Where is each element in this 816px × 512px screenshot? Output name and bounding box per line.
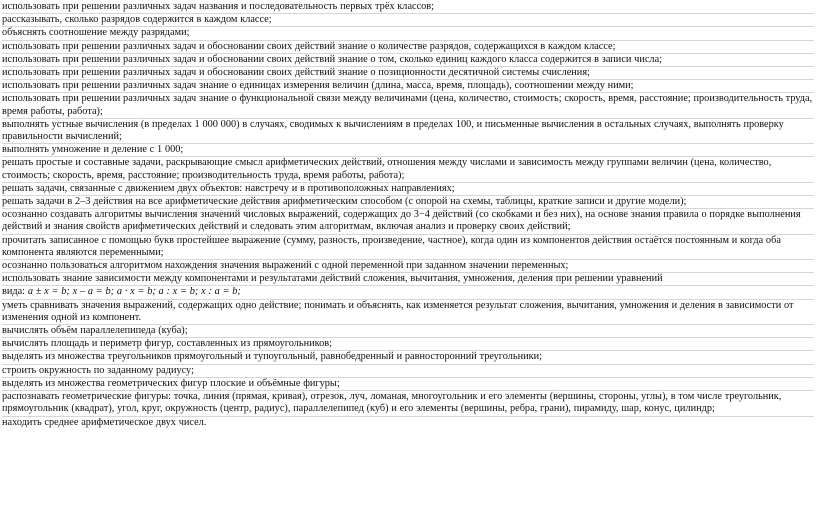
formula-prefix: вида: <box>2 286 28 298</box>
text-line: осознанно пользоваться алгоритмом нахождения значения выражений с одной переменной при заданном значении переменных; <box>2 260 814 273</box>
text-line: использовать при решении различных задач названия и последовательность первых трёх классов; <box>2 1 814 14</box>
text-line: объяснять соотношение между разрядами; <box>2 27 814 40</box>
text-line: находить среднее арифметическое двух чисел. <box>2 416 207 428</box>
text-line: выполнять умножение и деление с 1 000; <box>2 144 814 157</box>
text-line: осознанно создавать алгоритмы вычисления значений числовых выражений, содержащих до 3−4 действий (со скобками и без них), на основе знания правила о порядке выполнения действий и знания свойств арифметических действий и следовать этим алгоритмам, включая анализ и проверку своих действий; <box>2 209 814 234</box>
text-line: строить окружность по заданному радиусу; <box>2 365 814 378</box>
text-line: вычислять объём параллелепипеда (куба); <box>2 325 814 338</box>
text-line: решать задачи, связанные с движением двух объектов: навстречу и в противоположных направлениях; <box>2 183 814 196</box>
text-line: использовать знание зависимости между компонентами и результатами действий сложения, вычитания, умножения, деления при решении уравнений <box>2 273 814 286</box>
text-line: решать задачи в 2–3 действия на все арифметические действия арифметическим способом (с опорой на схемы, таблицы, краткие записи и другие модели); <box>2 196 814 209</box>
text-line: использовать при решении различных задач знание о функциональной связи между величинами (цена, количество, стоимость; скорость, время, расстояние; производительность труда, время работы, работа); <box>2 93 814 118</box>
text-line: использовать при решении различных задач и обосновании своих действий знание о том, сколько единиц каждого класса содержится в записи числа; <box>2 54 814 67</box>
text-line: распознавать геометрические фигуры: точка, линия (прямая, кривая), отрезок, луч, ломаная, многоугольник и его элементы (вершины, стороны, углы), в том числе треугольник, прямоугольник (квадрат), угол, круг, окружность (центр, радиус), параллелепипед (куб) и его элементы (вершины, ребра, грани), пирамиду, шар, конус, цилиндр; <box>2 391 814 416</box>
text-line: использовать при решении различных задач и обосновании своих действий знание о позиционности десятичной системы счисления; <box>2 67 814 80</box>
text-line: рассказывать, сколько разрядов содержится в каждом классе; <box>2 14 814 27</box>
text-line: решать простые и составные задачи, раскрывающие смысл арифметических действий, отношения между числами и зависимость между группами величин (цена, количество, стоимость; скорость, время, расстояние; производительность труда, время работы, работа); <box>2 157 814 182</box>
text-line: уметь сравнивать значения выражений, содержащих одно действие; понимать и объяснять, как изменяется результат сложения, вычитания, умножения и деления в зависимости от изменения одной из компонент. <box>2 300 814 325</box>
text-line: выполнять устные вычисления (в пределах 1 000 000) в случаях, сводимых к вычислениям в пределах 100, и письменные вычисления в остальных случаях, выполнять проверку правильности вычислений; <box>2 119 814 144</box>
equation-formula: a ± x = b; x – a = b; a · x = b; a : x = b; x : a = b; <box>27 286 241 298</box>
text-line: использовать при решении различных задач и обосновании своих действий знание о количестве разрядов, содержащихся в каждом классе; <box>2 41 814 54</box>
text-line: использовать при решении различных задач знание о единицах измерения величин (длина, масса, время, площадь), соотношении между ними; <box>2 80 814 93</box>
formula-line <box>2 286 814 299</box>
text-line: вычислять площадь и периметр фигур, составленных из прямоугольников; <box>2 338 814 351</box>
text-line: выделять из множества треугольников прямоугольный и тупоугольный, равнобедренный и равносторонний треугольники; <box>2 351 814 364</box>
text-line: выделять из множества геометрических фигур плоские и объёмные фигуры; <box>2 378 814 391</box>
text-line: прочитать записанное с помощью букв простейшее выражение (сумму, разность, произведение, частное), когда один из компонентов действия остаётся постоянным и когда оба компонента являются переменными; <box>2 235 814 260</box>
